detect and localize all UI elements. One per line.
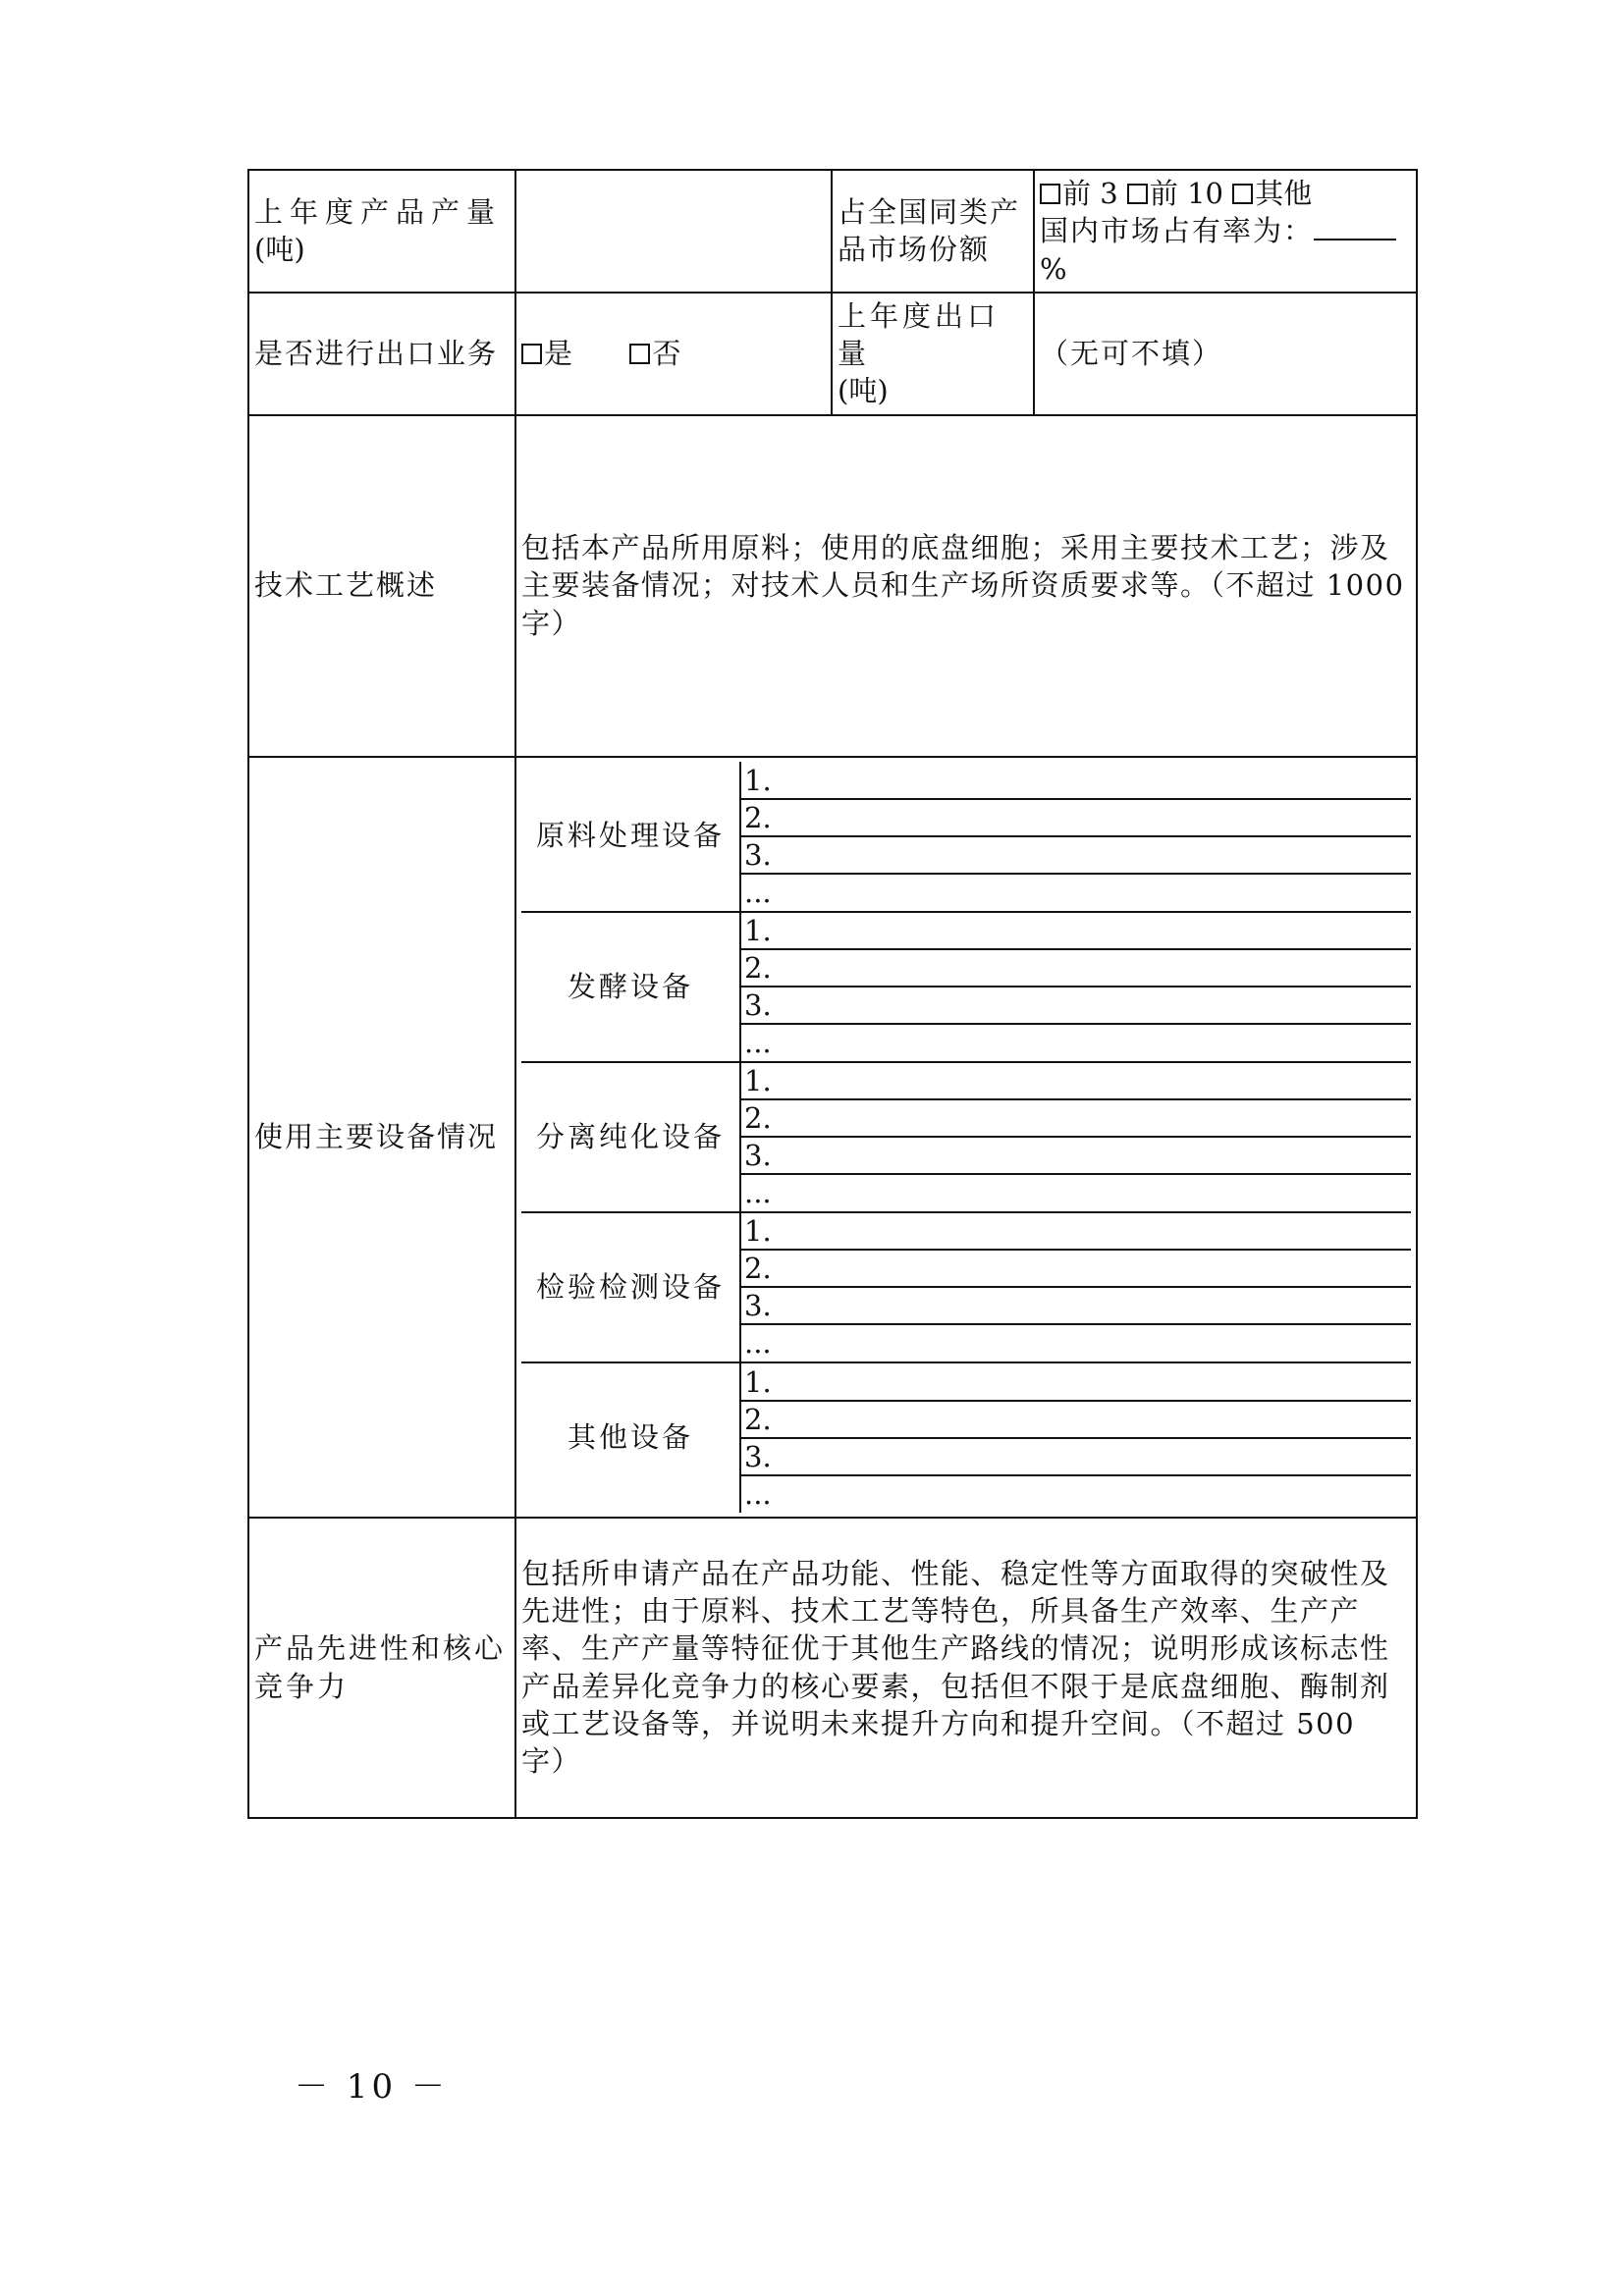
equipment-line[interactable]: 3. [741, 1439, 1411, 1476]
equipment-group-other [521, 1362, 1411, 1513]
market-share-label: 占全国同类产品市场份额 [832, 170, 1034, 293]
equipment-line[interactable]: 3. [741, 1288, 1411, 1325]
equipment-line[interactable]: 1. [741, 1063, 1411, 1100]
export-volume-label: 上年度出口量 (吨) [832, 293, 1034, 415]
equipment-line[interactable]: 1. [741, 763, 1411, 800]
equipment-line[interactable]: ... [744, 1026, 772, 1060]
row-annual-output [248, 170, 1417, 293]
market-share-options [1034, 170, 1417, 293]
checkbox-top3[interactable] [1040, 184, 1060, 204]
equipment-line[interactable]: ... [744, 1476, 772, 1511]
equipment-line[interactable]: 1. [741, 1364, 1411, 1402]
checkbox-top10[interactable] [1127, 184, 1148, 204]
equipment-line[interactable]: 3. [741, 1138, 1411, 1175]
equipment-group-raw [521, 762, 1411, 912]
equipment-lines-other [740, 1362, 1411, 1513]
equipment-lines-testing [740, 1212, 1411, 1362]
equipment-lines-fermentation [740, 912, 1411, 1062]
row-tech-overview [248, 415, 1417, 757]
export-business-label: 是否进行出口业务 [248, 293, 515, 415]
equipment-line[interactable]: ... [744, 875, 772, 909]
equipment-group-testing [521, 1212, 1411, 1362]
equipment-line[interactable]: 2. [741, 1402, 1411, 1439]
domestic-share-line: 国内市场占有率为：% [1040, 212, 1411, 288]
equipment-category-testing: 检验检测设备 [521, 1212, 740, 1362]
equipment-line[interactable]: 3. [741, 837, 1411, 875]
equipment-grid-cell [515, 757, 1417, 1518]
annual-output-label: 上年度产品产量 (吨) [248, 170, 515, 293]
domestic-share-blank[interactable] [1314, 213, 1396, 240]
equipment-subgrid [521, 762, 1411, 1513]
equipment-category-other: 其他设备 [521, 1362, 740, 1513]
equipment-line[interactable]: ... [744, 1176, 772, 1210]
competitiveness-label: 产品先进性和核心竞争力 [248, 1518, 515, 1818]
tech-overview-content[interactable]: 包括本产品所用原料；使用的底盘细胞；采用主要技术工艺；涉及主要装备情况；对技术人员和生产场所资质要求等。（不超过 1000 字） [515, 415, 1417, 757]
tech-overview-label: 技术工艺概述 [248, 415, 515, 757]
annual-output-value-cell[interactable] [515, 170, 832, 293]
application-form-table [247, 169, 1418, 1819]
equipment-line[interactable]: 1. [741, 913, 1411, 950]
equipment-lines-separation [740, 1062, 1411, 1212]
equipment-label: 使用主要设备情况 [248, 757, 515, 1518]
equipment-line[interactable]: 3. [741, 988, 1411, 1025]
equipment-line[interactable]: 2. [741, 1100, 1411, 1138]
checkbox-export-no[interactable] [629, 344, 650, 364]
equipment-line[interactable]: ... [744, 1326, 772, 1361]
equipment-category-separation: 分离纯化设备 [521, 1062, 740, 1212]
equipment-group-fermentation [521, 912, 1411, 1062]
row-export [248, 293, 1417, 415]
export-options: 是 否 [515, 293, 832, 415]
row-competitiveness [248, 1518, 1417, 1818]
equipment-line[interactable]: 1. [741, 1213, 1411, 1251]
equipment-line[interactable]: 2. [741, 800, 1411, 837]
competitiveness-content[interactable]: 包括所申请产品在产品功能、性能、稳定性等方面取得的突破性及先进性；由于原料、技术工艺等特色，所具备生产效率、生产产率、生产产量等特征优于其他生产路线的情况；说明形成该标志性产品差异化竞争力的核心要素，包括但不限于是底盘细胞、酶制剂或工艺设备等，并说明未来提升方向和提升空间。（不超过 500 字） [515, 1518, 1417, 1818]
market-rank-options: 前 3 前 10 其他 [1040, 175, 1411, 212]
equipment-category-raw: 原料处理设备 [521, 762, 740, 912]
equipment-lines-raw [740, 762, 1411, 912]
equipment-line[interactable]: 2. [741, 950, 1411, 988]
equipment-group-separation [521, 1062, 1411, 1212]
equipment-category-fermentation: 发酵设备 [521, 912, 740, 1062]
row-equipment [248, 757, 1417, 1518]
checkbox-other[interactable] [1232, 184, 1253, 204]
export-volume-note[interactable]: （无可不填） [1034, 293, 1417, 415]
equipment-line[interactable]: 2. [741, 1251, 1411, 1288]
checkbox-export-yes[interactable] [521, 344, 542, 364]
page-number: － 10 － [295, 2067, 449, 2107]
